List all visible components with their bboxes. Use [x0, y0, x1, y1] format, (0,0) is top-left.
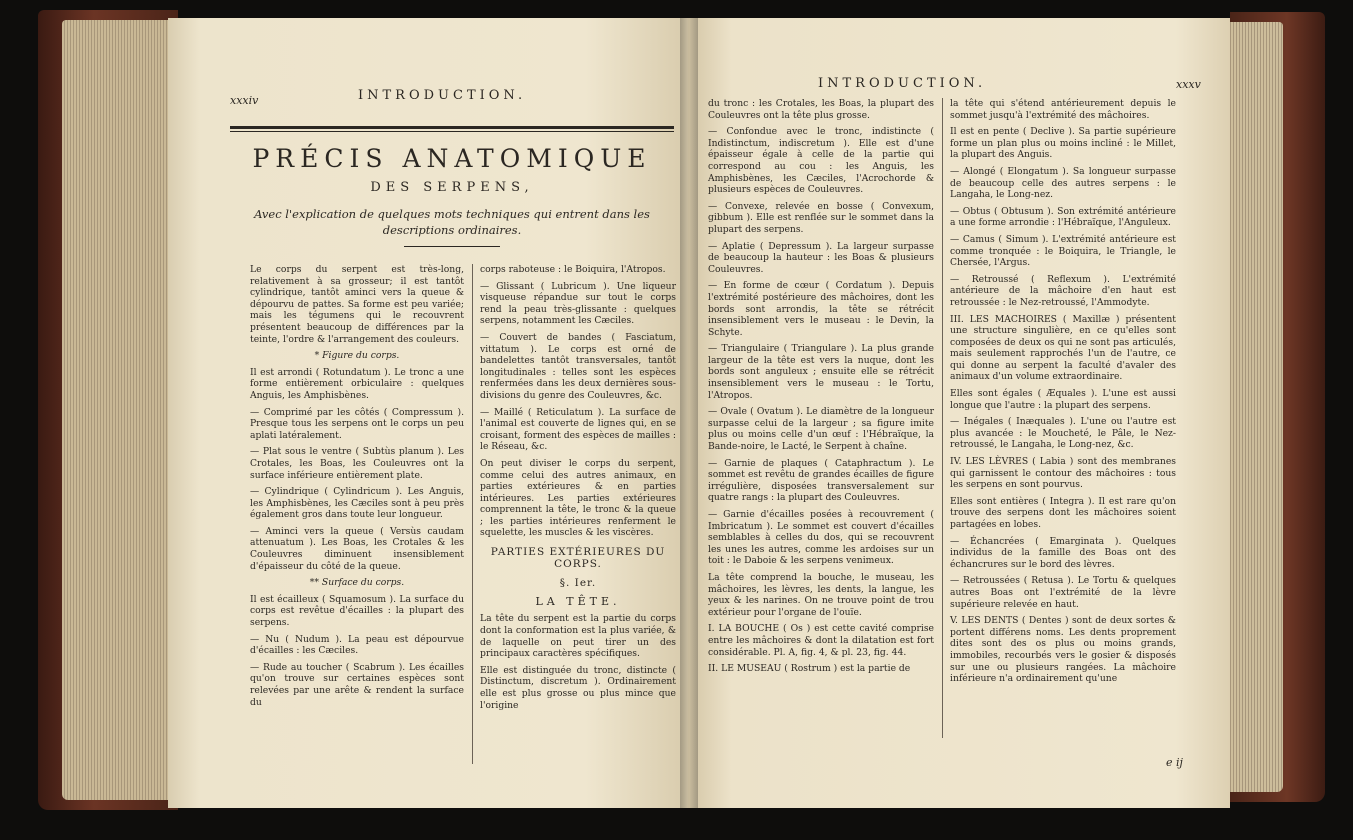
paragraph: — Aminci vers la queue ( Versùs caudam attenuatum ). Les Boas, les Crotales & les Couleuvres diminuent insensiblement d'épaisseur du côté de la queue.: [250, 525, 464, 572]
paragraph: Il est en pente ( Declive ). Sa partie supérieure forme un plan plus ou moins incliné : le Millet, la plupart des Anguis.: [950, 126, 1176, 161]
section-heading: LA TÊTE.: [535, 594, 621, 608]
paragraph: Elles sont entières ( Integra ). Il est rare qu'on trouve des serpens dont les mâchoires soient partagées en lobes.: [950, 495, 1176, 530]
book-gutter: [680, 18, 698, 808]
title-divider: [404, 246, 500, 247]
paragraph: — Retroussé ( Reflexum ). L'extrémité antérieure de la mâchoire d'en haut est retroussée : le Nez-retroussé, l'Ammodyte.: [950, 273, 1176, 308]
paragraph: — Plat sous le ventre ( Subtùs planum ). Les Crotales, les Boas, les Couleuvres ont la surface inférieure entièrement plate.: [250, 446, 464, 481]
paragraph: — Obtus ( Obtusum ). Son extrémité antérieure a une forme arrondie : l'Hébraïque, l'Anguleux.: [950, 205, 1176, 229]
right-running-head: INTRODUCTION.: [818, 76, 987, 91]
header-rule-thin: [230, 131, 674, 132]
left-column-1: [250, 264, 464, 713]
left-column-2: [480, 264, 676, 716]
right-column-1: [708, 98, 934, 680]
section-explanation: Avec l'explication de quelques mots techniques qui entrent dans les descriptions ordinaires.: [254, 207, 650, 237]
left-page-edges: [62, 20, 182, 800]
section-number: §. Ier.: [559, 577, 597, 590]
section-title: PRÉCIS ANATOMIQUE: [252, 144, 652, 173]
left-page: [168, 18, 690, 808]
paragraph: Elles sont égales ( Æquales ). L'une est aussi longue que l'autre : la plupart des serpens.: [950, 388, 1176, 411]
paragraph: Elle est distinguée du tronc, distincte ( Distinctum, discretum ). Ordinairement elle est plus grosse ou plus mince que l'origine: [480, 664, 676, 711]
subheading: * Figure du corps.: [314, 350, 400, 362]
paragraph: — Aplatie ( Depressum ). La largeur surpasse de beaucoup la hauteur : les Boas & plusieurs Couleuvres.: [708, 240, 934, 275]
paragraph: La tête comprend la bouche, le museau, les mâchoires, les lèvres, les dents, la langue, les yeux & les narines. On ne trouve point de trou extérieur pour l'organe de l'ouïe.: [708, 571, 934, 618]
paragraph: — Retroussées ( Retusa ). Le Tortu & quelques autres Boas ont l'extrémité de la lèvre supérieure relevée en haut.: [950, 575, 1176, 610]
paragraph: Il est écailleux ( Squamosum ). La surface du corps est revêtue d'écailles : la plupart des serpens.: [250, 593, 464, 629]
paragraph: la tête qui s'étend antérieurement depuis le sommet jusqu'à l'extrémité des mâchoires.: [950, 98, 1176, 121]
paragraph: V. LES DENTS ( Dentes ) sont de deux sortes & portent différens noms. Les dents proprement dites sont des os plus ou moins grands, immobiles, recourbés vers le gosier & disposés sur une ou plusieurs rangées. La mâchoire inférieure n'a ordinairement qu'une: [950, 615, 1176, 685]
right-page-number: xxxv: [1176, 78, 1201, 91]
paragraph: — Comprimé par les côtés ( Compressum ). Presque tous les serpens ont le corps un peu aplati latéralement.: [250, 406, 464, 441]
paragraph: — Garnie de plaques ( Cataphractum ). Le sommet est revêtu de grandes écailles de figure irrégulière, disposées transversalement sur quatre rangs : la plupart des Couleuvres.: [708, 457, 934, 504]
paragraph: Il est arrondi ( Rotundatum ). Le tronc a une forme entièrement orbiculaire : quelques Anguis, les Amphisbènes.: [250, 366, 464, 401]
paragraph: I. LA BOUCHE ( Os ) est cette cavité comprise entre les mâchoires & dont la dilatation est fort considérable. Pl. A, fig. 4, & pl. 23, fig. 44.: [708, 623, 934, 658]
paragraph: La tête du serpent est la partie du corps dont la conformation est la plus variée, & de laquelle on peut tirer un des principaux caractères spécifiques.: [480, 613, 676, 660]
column-rule: [472, 264, 473, 764]
paragraph: — Confondue avec le tronc, indistincte ( Indistinctum, indiscretum ). Elle est d'une épaisseur égale à celle de la partie qui correspond au cou : les Anguis, les Amphisbènes, les Cæciles, l'Acrochorde & plusieurs espèces de Couleuvres.: [708, 126, 934, 196]
left-running-head: INTRODUCTION.: [358, 88, 527, 103]
paragraph: III. LES MACHOIRES ( Maxillæ ) présentent une structure singulière, en ce qu'elles sont composées de deux os qui ne sont pas articulés, mais seulement rapprochés l'un de l'autre, ce qui donne au serpent la faculté d'avaler des animaux d'un volume extraordinaire.: [950, 313, 1176, 383]
paragraph: corps raboteuse : le Boiquira, l'Atropos.: [480, 264, 666, 275]
paragraph: — Camus ( Simum ). L'extrémité antérieure est comme tronquée : le Boiquira, le Triangle, le Chersée, l'Argus.: [950, 233, 1176, 269]
right-page-edges: [1225, 22, 1283, 792]
paragraph: — Inégales ( Inæquales ). L'une ou l'autre est plus avancée : le Moucheté, le Pâle, le Nez-retroussé, le Langaha, le Long-nez, &c.: [950, 416, 1176, 451]
paragraph: — Couvert de bandes ( Fasciatum, vittatum ). Le corps est orné de bandelettes tantôt transversales, tantôt longitudinales : telles sont les espèces renfermées dans les deux dernières sous-divisions du genre des Couleuvres, &c.: [480, 331, 676, 401]
subheading: ** Surface du corps.: [309, 577, 405, 589]
paragraph: — Nu ( Nudum ). La peau est dépourvue d'écailles : les Cæciles.: [250, 633, 464, 657]
paragraph: — Cylindrique ( Cylindricum ). Les Anguis, les Amphisbènes, les Cæciles sont à peu près également gros dans toute leur longueur.: [250, 486, 464, 521]
paragraph: — Maillé ( Reticulatum ). La surface de l'animal est couverte de lignes qui, en se croisant, forment des espèces de mailles : le Réseau, &c.: [480, 406, 676, 453]
paragraph: IV. LES LÈVRES ( Labia ) sont des membranes qui garnissent le contour des mâchoires : tous les serpens en sont pourvus.: [950, 456, 1176, 491]
signature-mark: e ij: [1166, 756, 1183, 769]
paragraph: — Triangulaire ( Triangulare ). La plus grande largeur de la tête est vers la nuque, dont les bords sont anguleux ; ensuite elle se rétrécit insensiblement vers le museau : le Tortu, l'Atropos.: [708, 343, 934, 401]
right-column-2: [950, 98, 1176, 690]
column-rule: [942, 98, 943, 738]
paragraph: — Alongé ( Elongatum ). Sa longueur surpasse de beaucoup celle des autres serpens : le Langaha, le Long-nez.: [950, 165, 1176, 201]
paragraph: — Glissant ( Lubricum ). Une liqueur visqueuse répandue sur tout le corps rend la peau très-glissante : quelques serpens, notamment les Cæciles.: [480, 280, 676, 327]
paragraph: II. LE MUSEAU ( Rostrum ) est la partie de: [708, 663, 911, 675]
paragraph: — En forme de cœur ( Cordatum ). Depuis l'extrémité postérieure des mâchoires, dont les bords sont arrondis, la tête se rétrécit insensiblement vers le museau : le Devin, la Schyte.: [708, 280, 934, 338]
section-subtitle: DES SERPENS,: [370, 180, 534, 195]
section-heading: PARTIES EXTÉRIEURES DU CORPS.: [490, 546, 666, 570]
paragraph: — Garnie d'écailles posées à recouvrement ( Imbricatum ). Le sommet est couvert d'écailles semblables à celles du dos, qui se recouvrent les unes les autres, comme les ardoises sur un toit : le Daboie & les serpens venimeux.: [708, 509, 934, 567]
paragraph: — Ovale ( Ovatum ). Le diamètre de la longueur surpasse celui de la largeur ; sa figure imite plus ou moins celle d'un œuf : l'Hébraïque, la Bande-noire, le Lacté, le Serpent à chaîne.: [708, 406, 934, 453]
paragraph: — Rude au toucher ( Scabrum ). Les écailles qu'on trouve sur certaines espèces sont relevées par une arête & rendent la surface du: [250, 661, 464, 708]
paragraph: — Convexe, relevée en bosse ( Convexum, gibbum ). Elle est renflée sur le sommet dans la plupart des serpens.: [708, 200, 934, 235]
left-page-number: xxxiv: [230, 94, 259, 107]
paragraph: Le corps du serpent est très-long, relativement à sa grosseur; il est tantôt cylindrique, tantôt aminci vers la queue & dépourvu de pattes. Sa forme est peu variée; mais les tégumens qui le recouvrent présentent beaucoup de différences par la teinte, l'ordre & l'arrangement des couleurs.: [250, 264, 464, 345]
paragraph: — Échancrées ( Emarginata ). Quelques individus de la famille des Boas ont des échancrures sur le bord des lèvres.: [950, 535, 1176, 570]
right-page: [688, 18, 1230, 808]
paragraph: On peut diviser le corps du serpent, comme celui des autres animaux, en parties extérieures & en parties intérieures. Les parties extérieures comprennent la tête, le tronc & la queue ; les parties intérieures renferment le squelette, les muscles & les viscères.: [480, 457, 676, 539]
paragraph: du tronc : les Crotales, les Boas, la plupart des Couleuvres ont la tête plus grosse.: [708, 98, 934, 121]
header-rule-thick: [230, 126, 674, 129]
